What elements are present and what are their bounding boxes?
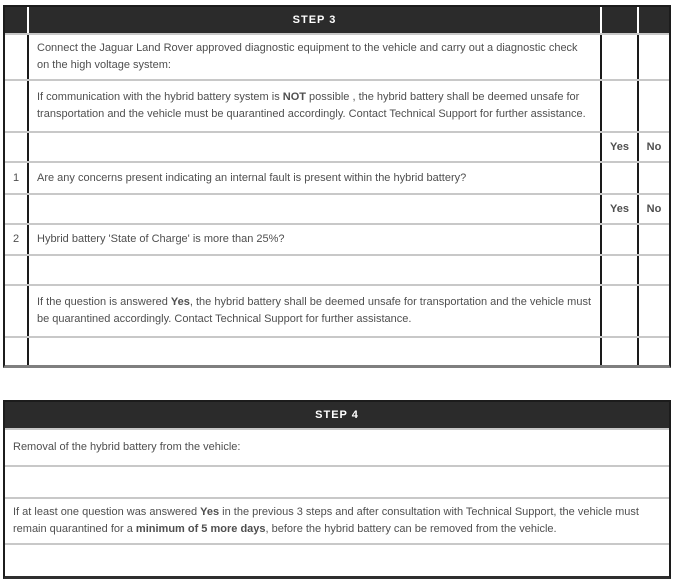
question-text-value: Are any concerns present indicating an internal fault is present within the hybrid battery? <box>37 171 467 184</box>
yes-answer-cell <box>600 81 637 131</box>
spacer-cell <box>27 338 600 365</box>
yes-column-label: Yes <box>600 195 637 223</box>
question-text <box>27 163 600 193</box>
step3-row-no-communication <box>5 79 669 131</box>
step3-title: STEP 3 <box>27 7 600 33</box>
spacer-cell <box>27 256 600 284</box>
step4-title: STEP 4 <box>5 402 669 428</box>
spacer-cell <box>5 545 669 576</box>
no-column-label: No <box>637 195 669 223</box>
step3-yesno-label-row-1 <box>5 131 669 161</box>
document-page <box>0 5 676 585</box>
yes-answer-cell <box>600 35 637 79</box>
warning-text: If communication with the hybrid battery system is NOT possible , the hybrid battery shall be deemed unsafe for transportation and the vehicle must be quarantined accordingly. Contact Technical Support for further assistance. <box>27 81 600 131</box>
no-answer-cell <box>637 35 669 79</box>
yes-column-label: Yes <box>600 133 637 161</box>
step4-row-removal <box>5 428 669 465</box>
question-number: 2 <box>12 233 20 245</box>
no-answer-cell <box>637 225 669 254</box>
step3-row-answered-yes <box>5 284 669 336</box>
spacer-cell <box>5 467 669 497</box>
step3-header-number-cell <box>5 7 27 33</box>
warning-text: If at least one question was answered Yes in the previous 3 steps and after consultation with Technical Support, the vehicle must remain quarantined for a minimum of 5 more days, before the hybrid battery can be removed from the vehicle. <box>13 506 639 535</box>
spacer-cell <box>27 195 600 223</box>
instruction-text-value: Removal of the hybrid battery from the vehicle: <box>13 441 241 453</box>
question-number: 1 <box>12 171 20 184</box>
no-answer-cell <box>637 256 669 284</box>
step3-header-row <box>5 7 669 33</box>
step3-blank-row-2 <box>5 336 669 365</box>
step4-header-row <box>5 402 669 428</box>
row-number-cell <box>5 133 27 161</box>
yes-answer-cell <box>600 256 637 284</box>
question-text <box>27 225 600 254</box>
row-number-cell <box>5 286 27 336</box>
no-answer-cell <box>637 163 669 193</box>
instruction-text-value: Connect the Jaguar Land Rover approved diagnostic equipment to the vehicle and carry out a diagnostic check on the high voltage system: <box>37 42 578 71</box>
instruction-text <box>5 430 669 465</box>
row-number-cell <box>5 35 27 79</box>
step4-table <box>3 400 671 579</box>
warning-text: If the question is answered Yes, the hybrid battery shall be deemed unsafe for transportation and the vehicle must be quarantined accordingly. Contact Technical Support for further assistance. <box>27 286 600 336</box>
step4-blank-row-1 <box>5 465 669 497</box>
step4-blank-row-2 <box>5 543 669 576</box>
step3-header-yes-cell <box>600 7 637 33</box>
step3-table <box>3 5 671 368</box>
step3-row-connect <box>5 33 669 79</box>
question-text-value: Hybrid battery 'State of Charge' is more than 25%? <box>37 233 285 245</box>
no-column-label: No <box>637 133 669 161</box>
row-number-cell <box>5 338 27 365</box>
step3-yesno-label-row-2 <box>5 193 669 223</box>
row-number-cell <box>5 256 27 284</box>
yes-answer-cell <box>600 163 637 193</box>
no-answer-cell <box>637 81 669 131</box>
spacer-cell <box>27 133 600 161</box>
step4-row-quarantine <box>5 497 669 543</box>
no-answer-cell <box>637 286 669 336</box>
no-answer-cell <box>637 338 669 365</box>
yes-answer-cell <box>600 225 637 254</box>
yes-answer-cell <box>600 338 637 365</box>
instruction-text <box>27 35 600 79</box>
yes-answer-cell <box>600 286 637 336</box>
row-number-cell <box>5 195 27 223</box>
step3-blank-row-1 <box>5 254 669 284</box>
step3-question-1-row <box>5 161 669 193</box>
step3-question-2-row <box>5 223 669 254</box>
step3-header-no-cell <box>637 7 669 33</box>
row-number-cell <box>5 81 27 131</box>
